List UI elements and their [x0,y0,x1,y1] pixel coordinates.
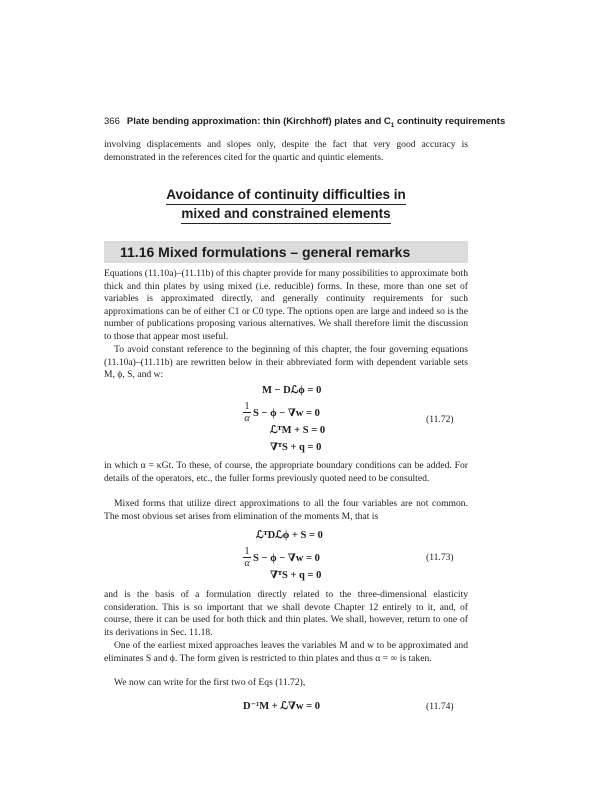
eq-1173-line-1: ℒᵀDℒϕ + S = 0 [256,530,323,541]
eq-1172-line-2: S − ϕ − ∇w = 0 [253,408,320,419]
subheading-line-2: mixed and constrained elements [104,206,468,224]
paragraph-5: and is the basis of a formulation directly related to the three-dimensional elasticity consideration. This is so important that we shall devote Chapter 12 entirely to it, and, of course, there it can be used for both thick and thin plates. We shall, however, return to one of its derivations in Sec. 11.18. [104,589,468,638]
paragraph-intro: involving displacements and slopes only, despite the fact that very good accuracy is demonstrated in the references cited for the quartic and quintic elements. [104,139,468,163]
paragraph-6: One of the earliest mixed approaches leaves the variables M and w to be approximated and eliminates S and ϕ. The form given is restricted to thin plates and thus α = ∞ is taken. [104,640,468,664]
eq-1172-fraction: $\frac{1}{\alpha}$ [244,401,250,424]
paragraph-2: To avoid constant reference to the beginning of this chapter, the four governing equations (11.10a)–(11.11b) are rewritten below in their abbreviated form with dependent variable sets M, ϕ, S, and w: [104,344,468,381]
paragraph-7: We now can write for the first two of Eqs (11.72), [114,677,306,688]
eq-1173-fraction: $\frac{1}{\alpha}$ [244,546,250,569]
subheading-line-1: Avoidance of continuity difficulties in [104,187,468,205]
running-title-subscript: 1 [390,121,395,129]
running-title-end: continuity requirements [394,116,506,127]
paragraph-4: Mixed forms that utilize direct approximations to all the four variables are not common. The most obvious set arises from elimination of the moments M, that is [104,498,468,522]
eq-1172-number: (11.72) [426,414,454,425]
eq-1172-line-4: ∇ᵀS + q = 0 [270,442,322,453]
eq-1172-line-3: ℒᵀM + S = 0 [270,425,326,436]
eq-1173-line-3: ∇ᵀS + q = 0 [270,570,322,581]
running-header [104,116,505,129]
eq-1173-line-2: S − ϕ − ∇w = 0 [253,553,320,564]
page-number: 366 [104,116,120,127]
running-title: Plate bending approximation: thin (Kirchhoff) plates and C [126,116,391,127]
eq-1174-line-1: D⁻¹M + ℒ∇w = 0 [243,701,320,712]
eq-1172-line-1: M − Dℒϕ = 0 [262,385,322,396]
section-title: 11.16 Mixed formulations – general remarks [120,244,411,260]
eq-1173-number: (11.73) [426,552,454,563]
eq-1174-number: (11.74) [426,701,454,712]
paragraph-3: in which α = κGt. To these, of course, the appropriate boundary conditions can be added. For details of the operators, etc., the fuller forms previously quoted need to be consulted. [104,460,468,484]
paragraph-1: Equations (11.10a)–(11.11b) of this chapter provide for many possibilities to approximate both thick and thin plates by using mixed (i.e. reducible) forms. In these, more than one set of variables is approximated directly, and generally continuity requirements for such approximations can be of either C1 or C0 type. The options open are large and indeed so is the number of publications proposing various alternatives. We shall therefore limit the discussion to those that appear most useful. [104,268,468,342]
